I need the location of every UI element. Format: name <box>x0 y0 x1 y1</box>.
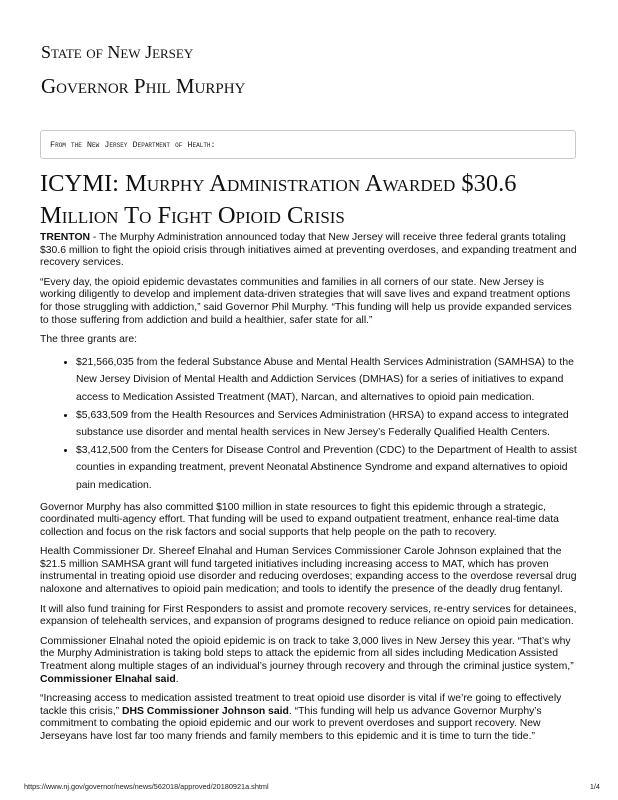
governor-name-link[interactable]: Governor Phil Murphy <box>41 74 246 98</box>
list-item: • $21,566,035 from the federal Substance Abuse and Mental Health Services Administration (SAMHSA) to the New Jersey Division of Mental Health and Addiction Services (DMHAS) for a series of initiatives to expand access to Medication Assisted Treatment (MAT), Narcan, and alternatives to opioid pain medication. <box>76 354 580 407</box>
paragraph-intro: TRENTON - The Murphy Administration announced today that New Jersey will receive three federal grants totaling $30.6 million to fight the opioid crisis through initiatives aimed at preventing overdoses, and expanding treatment and recovery services. <box>40 232 577 269</box>
page-title: ICYMI: Murphy Administration Awarded $30.6 Million To Fight Opioid Crisis <box>40 170 517 229</box>
list-item: • $3,412,500 from the Centers for Disease Control and Prevention (CDC) to the Department of Health to assist counties in expanding treatment, prevent Neonatal Abstinence Syndrome and expand alternatives to opioid pain medication. <box>76 442 580 495</box>
print-footer <box>24 782 600 791</box>
grants-list <box>40 354 580 495</box>
list-item: • $5,633,509 from the Health Resources and Services Administration (HRSA) to expand access to integrated substance use disorder and mental health services in New Jersey’s Federally Qualified Health Centers. <box>76 407 580 442</box>
source-box <box>40 130 576 159</box>
paragraph-elnahal-quote: Commissioner Elnahal noted the opioid epidemic is on track to take 3,000 lives in New Jersey this year. “That’s why the Murphy Administration is taking bold steps to attack the epidemic from all sides including Medication Assisted Treatment along multiple stages of an individual’s journey through recovery and through the criminal justice system,” Commissioner Elnahal said. <box>40 635 574 685</box>
paragraph-training: It will also fund training for First Responders to assist and promote recovery services, re-entry services for detainees, expansion of telehealth services, and expansion of programs designed to reduce reliance on opioid pain medication. <box>40 603 577 628</box>
print-url: https://www.nj.gov/governor/news/news/562018/approved/20180921a.shtml <box>24 782 269 791</box>
paragraph-commissioners: Health Commissioner Dr. Shereef Elnahal and Human Services Commissioner Carole Johnson explained that the $21.5 million SAMHSA grant will fund targeted initiatives including increasing access to MAT, which has proven instrumental in treating opioid use disorder and reducing overdoses; expanding access to the overdose reversal drug naloxone and alternatives to opioid pain medication; and tools to identify the presence of the deadly drug fentanyl. <box>40 546 577 596</box>
article-body <box>40 232 580 751</box>
paragraph-johnson-quote: “Increasing access to medication assisted treatment to treat opioid use disorder is vital if we’re going to effectively tackle this crisis,” DHS Commissioner Johnson said. “This funding will help us advance Governor Murphy’s commitment to combating the opioid epidemic and our work to prevent overdoses and support recovery. New Jerseyans have lost far too many friends and family members to this epidemic and it is time to turn the tide.” <box>40 693 562 742</box>
paragraph-grants-intro: The three grants are: <box>40 334 138 346</box>
state-of-new-jersey-link[interactable]: State of New Jersey <box>41 42 194 62</box>
paragraph-state-resources: Governor Murphy has also committed $100 million in state resources to fight this epidemic through a strategic, coordinated multi-agency effort. That funding will be used to expand outpatient treatment, enhance real-time data collection and focus on the risk factors and social supports that help people on the path to recovery. <box>40 501 559 538</box>
source-label: From the New Jersey Department of Health: <box>50 140 216 150</box>
page-number: 1/4 <box>589 782 600 791</box>
dateline: TRENTON <box>40 232 91 243</box>
paragraph-governor-quote: “Every day, the opioid epidemic devastates communities and families in all corners of our state. New Jersey is working diligently to develop and implement data-driven strategies that will save lives and expand treatment options for those struggling with addiction,” said Governor Phil Murphy. “This funding will help us provide expanded services to those suffering from addiction and build a healthier, safer state for all.” <box>40 276 572 326</box>
